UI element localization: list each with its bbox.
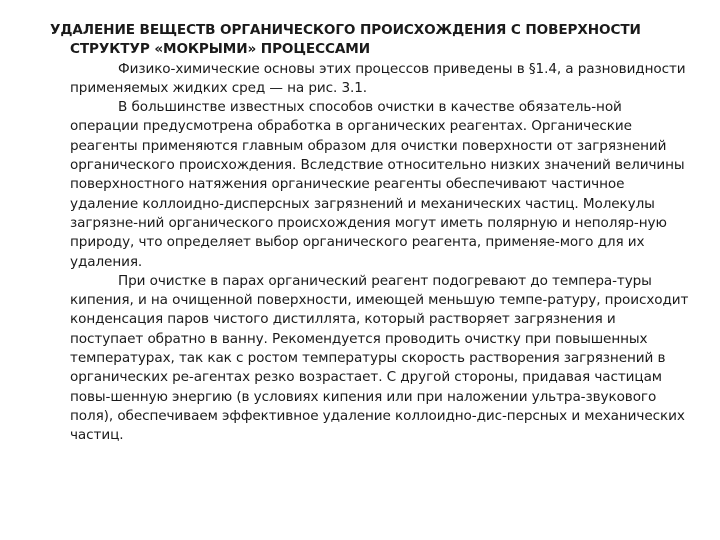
paragraph-1: Физико-химические основы этих процессов приведены в §1.4, а разновидности применяемых жидких сред — на рис. 3.1. xyxy=(70,60,686,96)
document-body xyxy=(50,21,690,446)
document-title: УДАЛЕНИЕ ВЕЩЕСТВ ОРГАНИЧЕСКОГО ПРОИСХОЖДЕНИЯ С ПОВЕРХНОСТИ СТРУКТУР «МОКРЫМИ» ПРОЦЕССАМИ xyxy=(50,22,641,58)
paragraph-3: При очистке в парах органический реагент подогревают до темпера-туры кипения, и на очищенной поверхности, имеющей меньшую темпе-ратуру, происходит конденсация паров чистого дистиллята, который растворяет загрязнения и поступает обратно в ванну. Рекомендуется проводить очистку при повышенных температурах, так как с ростом температуры скорость растворения загрязнений в органических ре-агентах резко возрастает. С другой стороны, придавая частицам повы-шенную энергию (в условиях кипения или при наложении ультра-звукового поля), обеспечиваем эффективное удаление коллоидно-дис-персных и механических частиц. xyxy=(70,272,689,444)
paragraph-2: В большинстве известных способов очистки в качестве обязатель-ной операции предусмотрена обработка в органических реагентах. Органические реагенты применяются главным образом для очистки поверхности от загрязнений органического происхождения. Вследствие относительно низких значений величины поверхностного натяжения органические реагенты обеспечивают частичное удаление коллоидно-дисперсных загрязнений и механических частиц. Молекулы загрязне-ний органического происхождения могут иметь полярную и неполяр-ную природу, что определяет выбор органического реагента, применяе-мого для их удаления. xyxy=(70,99,685,270)
